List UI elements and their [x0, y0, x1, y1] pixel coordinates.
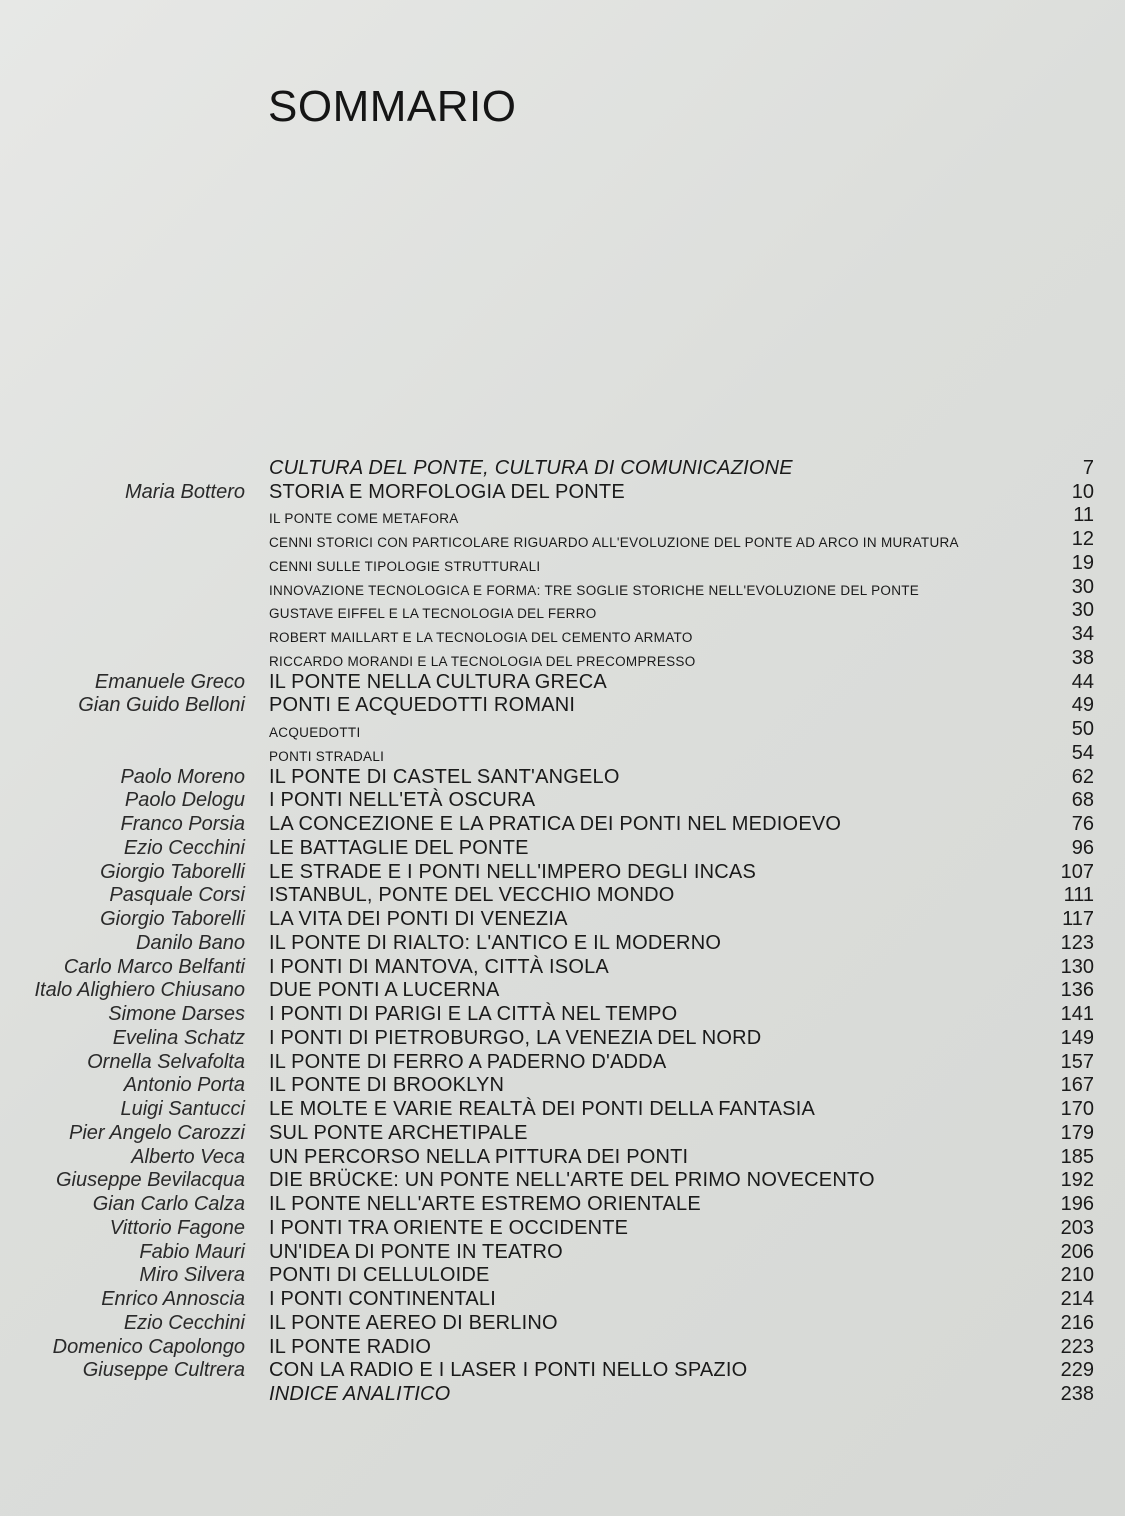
toc-entry-title: PONTI STRADALI: [269, 748, 385, 764]
toc-entry: [0, 1194, 1125, 1218]
toc-entry-author: Paolo Moreno: [120, 765, 245, 788]
toc-entry-page: 76: [1071, 813, 1094, 835]
toc-entry: [0, 838, 1125, 862]
toc-entry: [0, 672, 1125, 696]
toc-entry-author: Pier Angelo Carozzi: [68, 1121, 245, 1144]
toc-entry: [0, 743, 1125, 767]
toc-entry: [0, 1337, 1125, 1361]
toc-entry-page: 192: [1060, 1169, 1094, 1192]
toc-entry-title: I PONTI DI PIETROBURGO, LA VENEZIA DEL NORD: [269, 1026, 762, 1049]
toc-entry-title: I PONTI TRA ORIENTE E OCCIDENTE: [269, 1216, 629, 1239]
toc-entry-page: 44: [1071, 670, 1094, 693]
toc-entry-author: Luigi Santucci: [120, 1098, 245, 1120]
toc-entry: [0, 814, 1125, 838]
toc-entry-page: 54: [1071, 741, 1094, 764]
toc-entry-title: I PONTI DI MANTOVA, CITTÀ ISOLA: [269, 955, 609, 978]
toc-entry: [0, 1384, 1125, 1408]
toc-entry-title: LA VITA DEI PONTI DI VENEZIA: [269, 908, 568, 930]
toc-entry-author: Giuseppe Cultrera: [82, 1359, 245, 1382]
toc-entry-title: IL PONTE DI RIALTO: L'ANTICO E IL MODERNO: [269, 931, 722, 954]
toc-entry-page: 229: [1060, 1359, 1094, 1382]
toc-entry: [0, 1147, 1125, 1171]
toc-entry-title: IL PONTE DI FERRO A PADERNO D'ADDA: [269, 1050, 667, 1073]
toc-entry-title: CENNI SULLE TIPOLOGIE STRUTTURALI: [269, 558, 541, 574]
toc-entry-page: 141: [1060, 1003, 1094, 1025]
toc-entry-page: 179: [1060, 1121, 1094, 1144]
toc-entry-title: LE MOLTE E VARIE REALTÀ DEI PONTI DELLA FANTASIA: [269, 1098, 816, 1120]
toc-entry-author: Giuseppe Bevilacqua: [55, 1169, 245, 1192]
toc-entry-author: Pasquale Corsi: [109, 884, 245, 907]
toc-entry-title: LE BATTAGLIE DEL PONTE: [269, 836, 529, 859]
toc-entry-author: Ornella Selvafolta: [87, 1050, 245, 1073]
toc-entry-title: CULTURA DEL PONTE, CULTURA DI COMUNICAZIONE: [269, 456, 793, 479]
toc-entry-author: Giorgio Taborelli: [100, 860, 245, 883]
toc-entry-title: I PONTI DI PARIGI E LA CITTÀ NEL TEMPO: [269, 1003, 678, 1025]
toc-entry-page: 107: [1060, 860, 1094, 883]
toc-entry-page: 136: [1060, 979, 1094, 1002]
toc-entry: [0, 1266, 1125, 1290]
toc-entry-title: UN'IDEA DI PONTE IN TEATRO: [269, 1240, 563, 1263]
toc-entry: [0, 506, 1125, 530]
toc-entry-page: 167: [1060, 1074, 1094, 1097]
toc-entry: [0, 1028, 1125, 1052]
toc-entry-title: IL PONTE NELL'ARTE ESTREMO ORIENTALE: [269, 1193, 701, 1215]
toc-entry-title: RICCARDO MORANDI E LA TECNOLOGIA DEL PRECOMPRESSO: [269, 653, 696, 669]
toc-entry-page: 11: [1073, 504, 1094, 527]
toc-entry-page: 30: [1071, 599, 1094, 622]
toc-entry-title: IL PONTE NELLA CULTURA GRECA: [269, 670, 607, 693]
toc-entry-author: Domenico Capolongo: [52, 1335, 245, 1358]
toc-entry-page: 96: [1071, 836, 1094, 859]
toc-entry: [0, 719, 1125, 743]
toc-entry: [0, 957, 1125, 981]
toc-entry: [0, 886, 1125, 910]
toc-entry-title: LA CONCEZIONE E LA PRATICA DEI PONTI NEL MEDIOEVO: [269, 813, 842, 835]
toc-entry-author: Emanuele Greco: [94, 670, 245, 693]
toc-entry: [0, 862, 1125, 886]
toc-entry-author: Danilo Bano: [136, 931, 245, 954]
toc-entry-author: Alberto Veca: [131, 1145, 245, 1168]
toc-entry: [0, 1004, 1125, 1028]
toc-entry: [0, 553, 1125, 577]
toc-entry: [0, 1289, 1125, 1313]
toc-entry-title: INNOVAZIONE TECNOLOGICA E FORMA: TRE SOGLIE STORICHE NELL'EVOLUZIONE DEL PONTE: [269, 582, 920, 598]
toc-entry-title: INDICE ANALITICO: [269, 1383, 451, 1405]
toc-entry-author: Evelina Schatz: [112, 1026, 245, 1049]
toc-entry-author: Maria Bottero: [124, 480, 245, 503]
toc-entry-author: Italo Alighiero Chiusano: [34, 979, 245, 1002]
toc-entry: [0, 529, 1125, 553]
toc-entry: [0, 1123, 1125, 1147]
toc-entry: [0, 1171, 1125, 1195]
toc-entry-page: 185: [1060, 1145, 1094, 1168]
toc-entry-author: Vittorio Fagone: [109, 1216, 245, 1239]
toc-entry-page: 10: [1071, 480, 1094, 503]
toc-entry-page: 216: [1060, 1311, 1094, 1334]
toc-entry-title: DIE BRÜCKE: UN PONTE NELL'ARTE DEL PRIMO NOVECENTO: [269, 1169, 875, 1192]
toc-entry-author: Gian Carlo Calza: [92, 1193, 245, 1215]
toc-entry: [0, 482, 1125, 506]
toc-entry-page: 210: [1060, 1264, 1094, 1287]
toc-entry: [0, 577, 1125, 601]
toc-entry-title: GUSTAVE EIFFEL E LA TECNOLOGIA DEL FERRO: [269, 606, 597, 622]
toc-entry: [0, 696, 1125, 720]
toc-entry-page: 130: [1060, 955, 1094, 978]
toc-entry-author: Enrico Annoscia: [101, 1288, 245, 1310]
toc-entry-page: 117: [1062, 908, 1094, 930]
toc-entry-title: IL PONTE DI BROOKLYN: [269, 1074, 505, 1097]
toc-entry: [0, 933, 1125, 957]
toc-entry-title: DUE PONTI A LUCERNA: [269, 979, 500, 1002]
toc-entry-page: 214: [1060, 1288, 1094, 1310]
toc-entry: [0, 458, 1125, 482]
toc-entry: [0, 601, 1125, 625]
toc-entry-page: 123: [1060, 931, 1094, 954]
toc-entry-author: Carlo Marco Belfanti: [63, 955, 245, 978]
toc-entry-title: LE STRADE E I PONTI NELL'IMPERO DEGLI INCAS: [269, 860, 756, 883]
toc-entry: [0, 1099, 1125, 1123]
toc-entry-title: CON LA RADIO E I LASER I PONTI NELLO SPAZIO: [269, 1359, 748, 1382]
toc-entry-title: PONTI E ACQUEDOTTI ROMANI: [269, 694, 576, 717]
toc-entry: [0, 1052, 1125, 1076]
toc-entry-author: Ezio Cecchini: [123, 1311, 245, 1334]
toc-entry-page: 49: [1071, 694, 1094, 717]
toc-entry-page: 62: [1071, 765, 1094, 788]
toc-entry-author: Antonio Porta: [123, 1074, 245, 1097]
toc-entry-page: 50: [1071, 718, 1094, 740]
toc-entry-title: I PONTI NELL'ETÀ OSCURA: [269, 789, 536, 812]
toc-entry-page: 238: [1060, 1383, 1094, 1405]
toc-entry-author: Simone Darses: [108, 1003, 245, 1025]
toc-entry: [0, 1218, 1125, 1242]
page-title: SOMMARIO: [268, 82, 517, 131]
toc-entry-title: ISTANBUL, PONTE DEL VECCHIO MONDO: [269, 884, 675, 907]
toc-entry-title: ACQUEDOTTI: [269, 725, 361, 740]
toc-entry-author: Miro Silvera: [139, 1264, 245, 1287]
toc-entry-title: ROBERT MAILLART E LA TECNOLOGIA DEL CEMENTO ARMATO: [269, 630, 693, 645]
toc-entry-page: 196: [1060, 1193, 1094, 1215]
toc-entry: [0, 1361, 1125, 1385]
toc-entry-author: Paolo Delogu: [124, 789, 245, 812]
table-of-contents: [0, 458, 1125, 1408]
toc-entry: [0, 1242, 1125, 1266]
toc-entry-title: CENNI STORICI CON PARTICOLARE RIGUARDO ALL'EVOLUZIONE DEL PONTE AD ARCO IN MURATURA: [269, 535, 959, 550]
toc-entry: [0, 981, 1125, 1005]
toc-entry-page: 149: [1060, 1026, 1094, 1049]
toc-entry-page: 157: [1060, 1050, 1094, 1073]
toc-entry-title: UN PERCORSO NELLA PITTURA DEI PONTI: [269, 1145, 689, 1168]
toc-entry-author: Gian Guido Belloni: [78, 694, 245, 717]
toc-entry-page: 7: [1082, 456, 1094, 479]
toc-entry: [0, 624, 1125, 648]
toc-entry-page: 223: [1060, 1335, 1094, 1358]
toc-entry: [0, 791, 1125, 815]
toc-entry-title: IL PONTE DI CASTEL SANT'ANGELO: [269, 765, 620, 788]
toc-entry-page: 12: [1071, 528, 1094, 550]
toc-entry-title: PONTI DI CELLULOIDE: [269, 1264, 490, 1287]
toc-entry: [0, 909, 1125, 933]
toc-entry-author: Giorgio Taborelli: [100, 908, 245, 930]
toc-entry: [0, 1076, 1125, 1100]
toc-entry-title: IL PONTE AEREO DI BERLINO: [269, 1311, 558, 1334]
toc-entry-title: SUL PONTE ARCHETIPALE: [269, 1121, 528, 1144]
toc-entry-page: 19: [1071, 551, 1094, 574]
toc-entry: [0, 767, 1125, 791]
toc-entry-page: 68: [1071, 789, 1094, 812]
toc-entry-page: 111: [1063, 884, 1094, 907]
toc-entry-title: I PONTI CONTINENTALI: [269, 1288, 496, 1310]
toc-entry-title: IL PONTE COME METAFORA: [269, 511, 459, 527]
toc-entry-page: 30: [1071, 575, 1094, 598]
toc-entry: [0, 1313, 1125, 1337]
toc-entry-page: 34: [1071, 623, 1094, 645]
toc-entry-author: Ezio Cecchini: [123, 836, 245, 859]
toc-entry-page: 170: [1060, 1098, 1094, 1120]
toc-entry-page: 206: [1060, 1240, 1094, 1263]
toc-entry: [0, 648, 1125, 672]
toc-entry-title: STORIA E MORFOLOGIA DEL PONTE: [269, 480, 625, 503]
toc-entry-title: IL PONTE RADIO: [269, 1335, 432, 1358]
toc-entry-author: Fabio Mauri: [139, 1240, 245, 1263]
toc-entry-page: 38: [1071, 646, 1094, 669]
toc-entry-page: 203: [1060, 1216, 1094, 1239]
toc-entry-author: Franco Porsia: [120, 813, 245, 835]
